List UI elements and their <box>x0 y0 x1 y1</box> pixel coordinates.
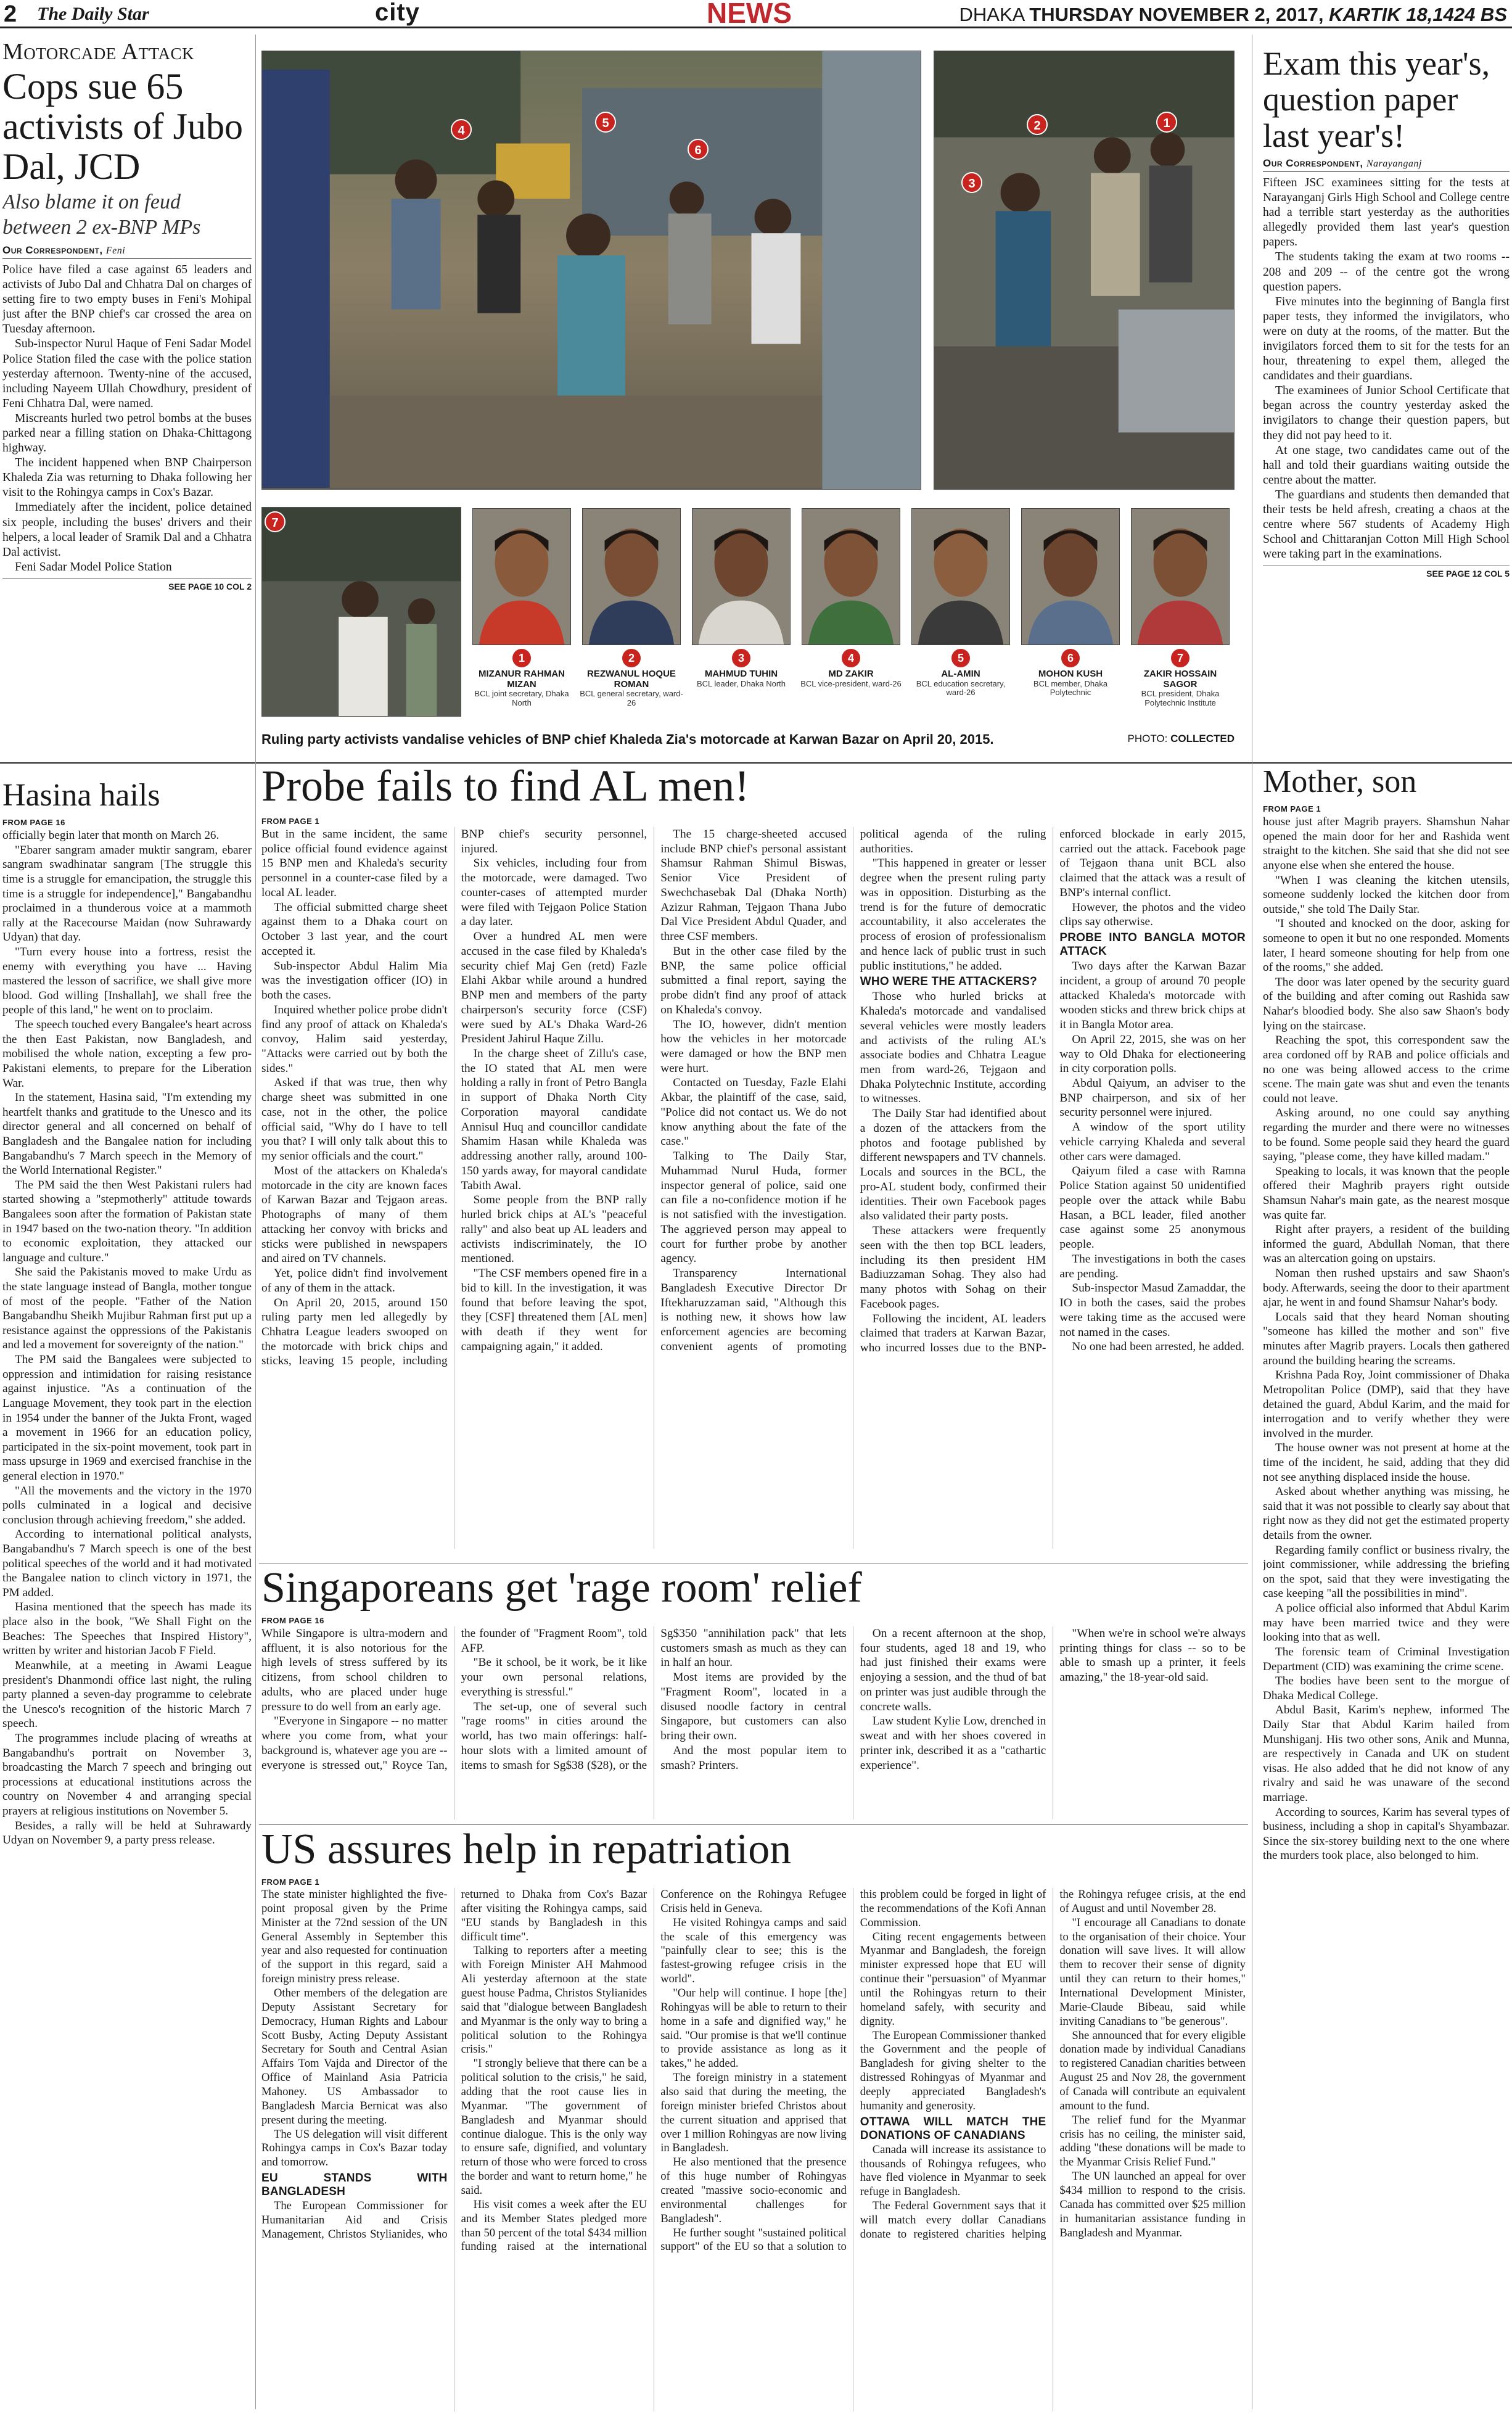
paragraph: Sub-inspector Masud Zamaddar, the IO in both the cases, said the probes were taking time as the accused were not named in the cases. <box>1059 1282 1246 1339</box>
paragraph: Law student Kylie Low, drenched in sweat and with her shoes covered in printer ink, described it as a "cathartic experience". <box>860 1715 1046 1772</box>
paragraph: However, the photos and the video clips say otherwise. <box>1059 900 1246 929</box>
article-body <box>261 1626 1246 1819</box>
motorcade-attack-photo <box>261 51 921 490</box>
suspect-name: ZAKIR HOSSAIN SAGOR <box>1143 669 1217 690</box>
suspect-role: BCL leader, Dhaka North <box>696 678 786 688</box>
article-byline <box>2 244 252 259</box>
caption-text: Ruling party activists vandalise vehicles of BNP chief Khaleda Zia's motorcade at Karwan Bazar on April 20, 2015. <box>261 731 994 747</box>
paragraph: He further sought "sustained political support" of the EU so that a solution to this problem could be forged in light of the recommendations of the Kofi Annan Commission. <box>660 1888 1046 2254</box>
portrait-image <box>1022 509 1119 645</box>
suspect-role: BCL general secretary, ward-26 <box>580 689 683 707</box>
paragraph: Noman then rushed upstairs and saw Shaon's body. Afterwards, seeing the door to their apartment ajar, he went in and found Shamsur Nahar's body. <box>1263 1267 1510 1309</box>
paragraph: Most of the attackers on Khaleda's motorcade in the city are known faces of Karwan Bazar and Tejgaon areas. Photographs of many of them attacking her convoy with bricks and sticks were published in newspapers and aired on TV channels. <box>261 1164 448 1266</box>
suspect-name: AL-AMIN <box>941 669 980 679</box>
paragraph: On April 20, 2015, around 150 ruling party men led allegedly by Chhatra League leaders swooped on the motorcade with brick chips and sticks, leaving 15 people, including BNP chief's security personnel, injured. <box>261 828 647 1368</box>
paragraph: Miscreants hurled two petrol bombs at the buses parked near a filling station on Dhaka-Chittagong highway. <box>2 411 252 455</box>
paragraph: Right after prayers, a resident of the building informed the guard, Abdullah Noman, that there was an altercation going on upstairs. <box>1263 1223 1510 1266</box>
suspect-name: MD ZAKIR <box>828 669 874 679</box>
paragraph: But in the same incident, the same police official found evidence against 15 BNP men and Khaleda's security personnel in a counter-case filed by a local AL leader. <box>261 828 448 899</box>
portrait-image <box>802 509 900 645</box>
paragraph: "When I was cleaning the kitchen utensils, someone suddenly locked the kitchen door from outside," she told The Daily Star. <box>1263 873 1510 916</box>
paragraph: The UN launched an appeal for over $434 million to respond to the crisis. Canada has committed over $25 million in humanitarian assistance funding in Bangladesh and Myanmar. <box>1059 2170 1246 2239</box>
photo-marker-5: 5 <box>595 112 616 133</box>
suspect-number: 3 <box>732 649 750 667</box>
article-kicker: Motorcade Attack <box>2 39 194 65</box>
paragraph: Talking to The Daily Star, Muhammad Nurul Huda, former inspector general of police, said one can file a no-confidence motion if he is not satisfied with the investigation. The aggrieved person may appeal to court for further probe by another agency. <box>660 1150 847 1266</box>
suspect-photo <box>582 508 681 645</box>
portrait-image <box>1132 509 1229 645</box>
paragraph: Two days after the Karwan Bazar incident, a group of around 70 people attacked Khaleda's motorcade with wooden sticks and threw brick chips at it in Bangla Motor area. <box>1059 960 1246 1032</box>
suspect-number: 4 <box>842 649 860 667</box>
paragraph: Feni Sadar Model Police Station <box>15 560 172 574</box>
paragraph: Talking to reporters after a meeting with Foreign Minister AH Mahmood Ali yesterday afternoon at the state guest house Padma, Christos Stylianides said that "dialogue between Bangladesh and Myanmar is the only way to bring a political solution to the Rohingya crisis." <box>461 1944 647 2056</box>
paragraph: The 15 charge-sheeted accused include BNP chief's personal assistant Shamsur Rahman Shimul Biswas, Senior Vice President of Swechchasebak Dal (Dhaka North) Azizur Rahman, Tejgaon Thana Jubo Dal Vice President Abdul Quader, and three CSF members. <box>660 828 847 944</box>
paragraph: The guardians and students then demanded that their tests be held afresh, creating a chaos at the centre where 567 students of Academy High School and Chittaranjan Cotton Mill High School were taking part in the examinations. <box>1263 488 1510 561</box>
paragraph: The PM said the then West Pakistani rulers had started showing a "stepmotherly" attitude towards Bangalees soon after the formation of Pakistan state in 1947 based on the two-nation theory. "In addition to economic exploitation, they attacked our language and culture." <box>2 1178 252 1264</box>
paragraph: And the most popular item to smash? Printers. <box>660 1744 847 1772</box>
paragraph: The door was later opened by the security guard of the building and after coming out Rashida saw Nahar's bloodied body. She also saw Shaon's body lying on the staircase. <box>1263 975 1510 1032</box>
credit-label: PHOTO: <box>1127 733 1168 744</box>
paragraph: His visit comes a week after the EU and its Member States pledged more than 50 percent of the total $434 million funding raised at the international Conference on the Rohingya Refugee Crisis held in Geneva. <box>461 1888 847 2254</box>
suspect-role: BCL joint secretary, Dhaka North <box>474 689 569 707</box>
paragraph: Citing recent engagements between Myanmar and Bangladesh, the foreign minister expressed hope that EU will continue their "persuasion" of Myanmar until the Rohingyas return to their homeland safely, with security and dignity. <box>860 1930 1046 2028</box>
section-label[interactable]: NEWS <box>707 0 792 28</box>
article-body <box>2 828 252 1848</box>
paragraph: No one had been arrested, he added. <box>1072 1340 1244 1354</box>
paragraph: Asked if that was true, then why charge sheet was submitted in one case, not in the other, the police official said, "Why do I have to tell you that? I will only talk about this to my senior officials and the court." <box>261 1076 448 1163</box>
paragraph: Following the incident, AL leaders claimed that traders at Karwan Bazar, who incurred losses due to the BNP-enforced blockade in early 2015, carried out the attack. Facebook page of Tejgaon thana unit BCL also claimed that the attack was a result of BNP's internal conflict. <box>860 828 1246 1354</box>
photo-marker-2: 2 <box>1027 114 1048 135</box>
paragraph: Five minutes into the beginning of Bangla first paper tests, they informed the invigilators, who were on duty at the rooms, of the matter. But the invigilators forced them to sit for the tests for an hour, threatening to expel them, alleged the candidates and their guardians. <box>1263 295 1510 383</box>
page-masthead <box>0 0 1512 28</box>
paragraph: "All the movements and the victory in the 1970 polls culminated in a logical and decisive conclusion through achieving freedom," she added. <box>2 1484 252 1526</box>
paragraph: Regarding family conflict or business rivalry, the joint commissioner, while addressing the briefing on the spot, said that they were investigating the case keeping "all the possibilities in mind". <box>1263 1543 1510 1600</box>
exam-article <box>1263 46 1510 755</box>
article-headline[interactable]: Cops sue 65 activists of Jubo Dal, JCD <box>2 66 243 187</box>
paragraph: Hasina mentioned that the speech has made its place also in the book, "We Shall Fight on the Beaches: The Speeches that Inspired History", written by writer and historian Jacob F Field. <box>2 1600 252 1658</box>
subhead: WHO WERE THE ATTACKERS? <box>860 975 1037 989</box>
paragraph: While Singapore is ultra-modern and affluent, it is also notorious for the high levels of stress suffered by its citizens, from school children to adults, who are placed under huge pressure to do well from an early age. <box>261 1627 448 1713</box>
paragraph: She said the Pakistanis moved to make Urdu as the state language instead of Bangla, mother tongue of most of the people. "Father of the Nation Bangabandhu Sheikh Mujibur Rahman first put up a resistance against the oppressions of the Pakistanis and led a movement for sovereignty of the nation." <box>2 1266 252 1352</box>
paragraph: The PM said the Bangalees were subjected to oppression and intimidation for raising resistance against injustice. "As a continuation of the Language Movement, they took part in the election in 1954 under the banner of the Jukta Front, waged a movement in 1966 for an education policy, participated in the six-point movement, took part in mass upsurge in 1969 and exercised franchise in the general election in 1970." <box>2 1353 252 1483</box>
continued-link[interactable]: SEE PAGE 10 COL 2 <box>2 579 252 591</box>
jump-label: FROM PAGE 1 <box>261 1877 320 1887</box>
paragraph: On a recent afternoon at the shop, four students, aged 18 and 19, who had just finished their exams were enjoying a session, and the thud of bat on printer was just audible through the concrete walls. <box>860 1627 1046 1713</box>
subhead: PROBE INTO BANGLA MOTOR ATTACK <box>1059 931 1246 958</box>
paragraph: Asked about whether anything was missing, he said that it was not possible to clearly say about that right now as they did not get the estimated property details from the owner. <box>1263 1485 1510 1543</box>
suspect-number: 1 <box>512 649 531 667</box>
article-headline[interactable]: Probe fails to find AL men! <box>261 762 750 810</box>
paragraph: The incident happened when BNP Chairperson Khaleda Zia was returning to Dhaka following her visit to the Rohingya camps in Cox's Bazar. <box>2 456 252 500</box>
paragraph: Yet, police didn't find involvement of any of them in the attack. <box>261 1267 448 1295</box>
paragraph: Speaking to locals, it was known that the people offered their Maghrib prayers right outside Shamsun Nahar's main gate, as the nearest mosque was quite far. <box>1263 1164 1510 1222</box>
portrait-image <box>692 509 790 645</box>
date-main: THURSDAY NOVEMBER 2, 2017, <box>1029 4 1324 25</box>
photo-caption <box>261 731 1235 752</box>
paragraph: The bodies have been sent to the morgue of Dhaka Medical College. <box>1263 1675 1510 1702</box>
suspect-label <box>580 649 683 708</box>
paragraph: Abdul Qaiyum, an adviser to the BNP chairperson, and six of her security personnel were injured. <box>1059 1077 1246 1119</box>
article-byline <box>1263 157 1510 172</box>
paragraph: Six vehicles, including four from the motorcade, were damaged. Two counter-cases of attempted murder were filed with Tejgaon Police Station a day later. <box>461 857 647 929</box>
credit-source: COLLECTED <box>1170 733 1235 744</box>
paragraph: She announced that for every eligible donation made by individual Canadians to registered Canadian charities between August 25 and Nov 28, the government of Canada will contribute an equivalent amount to the fund. <box>1059 2029 1246 2112</box>
paragraph: In the statement, Hasina said, "I'm extending my heartfelt thanks and gratitude to the Unesco and its director general and all concerned on behalf of Bangladesh and the Bangalee nation for including Bangabandhu's 7 March speech in the Memory of the World International Register." <box>2 1091 252 1177</box>
article-body <box>2 263 252 575</box>
suspect-number: 2 <box>622 649 641 667</box>
newspaper-name[interactable]: The Daily Star <box>37 4 149 24</box>
jump-label: FROM PAGE 1 <box>1263 804 1321 814</box>
suspect-photo <box>472 508 571 645</box>
paragraph: "Turn every house into a fortress, resist the enemy with everything you have ... Having mastered the lesson of sacrifice, we shall give more blood. God willing [Inshallah], we shall free the people of this land," he went on to proclaim. <box>2 945 252 1017</box>
suspect-role: BCL vice-president, ward-26 <box>800 678 902 688</box>
paragraph: Besides, a rally will be held at Suhrawardy Udyan on November 9, a party press release. <box>2 1819 252 1847</box>
paragraph: A police official also informed that Abdul Karim may have been married twice and they were looking into that as well. <box>1263 1602 1510 1644</box>
suspect-name: MOHON KUSH <box>1038 669 1103 679</box>
paragraph: In the charge sheet of Zillu's case, the IO stated that AL men were holding a rally in front of Petro Bangla in support of Dhaka North City Corporation mayoral candidate Annisul Huq and councillor candidate Shamim Hasan while Khaleda was addressing another rally, around 100-150 yards away, for mayoral candidate Tabith Awal. <box>461 1047 647 1192</box>
paragraph: "Ebarer sangram amader muktir sangram, ebarer sangram swadhinatar sangram [The struggle this time is a struggle for emancipation, the struggle this time is a struggle for independence]," Bangabandhu proclaimed in a thunderous voice at a mammoth rally at the Racecourse Maidan (now Suhrawardy Udyan) that day. <box>2 843 252 944</box>
suspect-label <box>1128 649 1232 708</box>
paragraph: He also mentioned that the presence of this huge number of Rohingyas created "massive socio-economic and environmental challenges for Bangladesh". <box>660 2156 847 2225</box>
paragraph: He visited Rohingya camps and said the scale of this emergency was "painfully clear to see; this is the fastest-growing refugee crisis in the world". <box>660 1916 847 1986</box>
mother-son-article <box>1263 765 1510 2412</box>
suspect-number: 7 <box>1171 649 1189 667</box>
paragraph: Over a hundred AL men were accused in the case filed by Khaleda's security chief Maj Gen (retd) Fazle Elahi Akbar while around a hundred BNP men and members of the party chairperson's security force (CSF) were sued by AL's Dhaka Ward-26 President Jahirul Haque Zillu. <box>461 930 647 1046</box>
singapore-article <box>261 1567 1246 1819</box>
photo-marker-3: 3 <box>961 172 982 193</box>
article-body <box>261 1888 1246 2412</box>
suspect-label <box>799 649 903 688</box>
suspect-name: REZWANUL HOQUE ROMAN <box>587 669 676 690</box>
date-bangla: KARTIK 18,1424 BS <box>1329 4 1507 25</box>
paragraph: Other members of the delegation are Deputy Assistant Secretary for Democracy, Human Rights and Labour Scott Busby, Acting Deputy Assistant Secretary for South and Central Asian Affairs Tom Vajda and Director of the Office of Mainland Asia Patricia Mahoney. US Ambassador to Bangladesh Marcia Bernicat was also present during the meeting. <box>261 1987 448 2127</box>
paragraph: The students taking the exam at two rooms -- 208 and 209 -- of the centre got the wrong question papers. <box>1263 250 1510 294</box>
paragraph: According to sources, Karim has several types of business, including a shop in capital's Shyambazar. Since the six-storey building next to the one where the murders took place, also belonged to him. <box>1263 1805 1510 1863</box>
paragraph: The relief fund for the Myanmar crisis has no ceiling, the minister said, adding "these donations will be made to the Myanmar Crisis Relief Fund." <box>1059 2113 1246 2169</box>
paragraph: Transparency International Bangladesh Executive Director Dr Iftekharuzzaman said, "Although this is nothing new, it shows how law enforcement agencies are becoming convenient agents of promoting political agenda of the ruling authorities. <box>660 828 1046 1353</box>
paragraph: The house owner was not present at home at the time of the incident, he said, adding that they did not see anything displaced inside the house. <box>1263 1441 1510 1484</box>
column-rule-left <box>255 35 256 2409</box>
paragraph: Qaiyum filed a case with Ramna Police Station against 50 unidentified people over the attack while Babu Hasan, a BCL leader, filed another case against some 25 anonymous people. <box>1059 1164 1246 1251</box>
paragraph: "Be it school, be it work, be it like your own personal relations, everything is stressful." <box>461 1656 647 1699</box>
paragraph: Fifteen JSC examinees sitting for the tests at Narayanganj Girls High School and College centre had a terrible start yesterday as the authorities allegedly provided them last year's question papers. <box>1263 176 1510 249</box>
page-number: 2 <box>4 1 17 27</box>
paragraph: On April 22, 2015, she was on her way to Old Dhaka for electioneering in city corporation polls. <box>1059 1032 1246 1076</box>
paragraph: According to international political analysts, Bangabandhu's 7 March speech is one of the best political speeches of the world and it had motivated the Bangalee nation to clinch victory in 1971, the PM added. <box>2 1528 252 1599</box>
paragraph: These attackers were frequently seen with the then top BCL leaders, including its then president HM Badiuzzaman Sohag. They also had many photos with Sohag on their Facebook pages. <box>860 1224 1046 1311</box>
paragraph: The Daily Star had identified about a dozen of the attackers from the photos and footage published by different newspapers and TV channels. Locals and sources in the BCL, the pro-AL student body, confirmed their identities. Their own Facebook pages also validated their party posts. <box>860 1107 1046 1223</box>
section-name[interactable]: city <box>375 0 420 26</box>
paragraph: The programmes include placing of wreaths at Bangabandhu's portrait on November 3, broadcasting the March 7 speech and bringing out processions at educational institutions across the country on November 4 and arranging special prayers at religious institutions on November 5. <box>2 1731 252 1818</box>
photo-marker-6: 6 <box>688 139 709 160</box>
paragraph: The investigations in both the cases are pending. <box>1059 1252 1246 1280</box>
jump-label: FROM PAGE 16 <box>2 818 65 828</box>
paragraph: house just after Magrib prayers. Shamshun Nahar opened the main door for her and Rashida went straight to the kitchen. She said that she did not see anyone else when she entered the house. <box>1263 815 1510 872</box>
paragraph: The Federal Government says that it will match every dollar Canadians donate to registered charities helping the Rohingya refugee crisis, at the end of August and until November 28. <box>860 1888 1246 2241</box>
paragraph: But in the other case filed by the BNP, the same police official submitted a final report, saying the probe didn't find any proof of attack on Khaleda's convoy. <box>660 944 847 1016</box>
portrait-image <box>583 509 680 645</box>
suspect-label <box>689 649 793 688</box>
paragraph: Immediately after the incident, police detained six people, including the buses' drivers and their helpers, a local leader of Sramik Dal and a Chhatra Dal activist. <box>2 501 252 559</box>
portrait-image <box>912 509 1009 645</box>
suspect-photo <box>1131 508 1230 645</box>
paragraph: Reaching the spot, this correspondent saw the area cordoned off by RAB and police officials and no one was being allowed access to the crime scene. The main gate was shut and even the tenants could not leave. <box>1263 1034 1510 1105</box>
paragraph: Some people from the BNP rally hurled brick chips at AL's "peaceful rally" and also beat up AL leaders and activists indiscriminately, the IO mentioned. <box>461 1193 647 1266</box>
jump-label: FROM PAGE 16 <box>261 1616 324 1625</box>
paragraph: officially begin later that month on March 26. <box>2 829 220 842</box>
jump-label: FROM PAGE 1 <box>261 817 320 826</box>
photo-marker-1: 1 <box>1156 112 1177 133</box>
article-headline[interactable]: Exam this year's, question paper last year's! <box>1263 46 1490 154</box>
portrait-image <box>473 509 570 645</box>
date-city: DHAKA <box>959 4 1024 25</box>
paragraph: "This happened in greater or lesser degree when the present ruling party was in opposition. Disturbing as the trend is for the future of democratic accountability, it also accelerates the process of erosion of professionalism and hence lack of public trust in such public institutions," he added. <box>860 857 1046 973</box>
paragraph: "I shouted and knocked on the door, asking for someone to open it but no one responded. Moments later, I heard someone shouting for help from one of the rooms," she added. <box>1263 917 1510 974</box>
paragraph: The European Commissioner thanked the Government and the people of Bangladesh for giving shelter to the distressed Rohingyas of Myanmar and deeply appreciated Bangladesh's humanity and generosity. <box>860 2029 1046 2112</box>
paragraph: A window of the sport utility vehicle carrying Khaleda and several other cars were damaged. <box>1059 1121 1246 1163</box>
paragraph: "Our help will continue. I hope [the] Rohingyas will be able to return to their home in a safe and dignified way," he said. "Our promise is that we'll continue to provide assistance as long as it takes," he added. <box>660 1987 847 2070</box>
byline-place: Narayanganj <box>1366 158 1422 169</box>
suspect-role: BCL education secretary, ward-26 <box>916 678 1006 698</box>
continued-link[interactable]: SEE PAGE 12 COL 5 <box>1263 566 1510 579</box>
paragraph: "The CSF members opened fire in a bid to kill. In the investigation, it was found that before leaving the spot, they [CSF] threatened them [AL men] with death if they went for campaigning again," it added. <box>461 1267 647 1353</box>
paragraph: Krishna Pada Roy, Joint commissioner of Dhaka Metropolitan Police (DMP), said that they have detained the guard, Abdul Karim, and the maid for interrogation and to verify whether they were involved in the murder. <box>1263 1369 1510 1440</box>
byline-text: Our Correspondent, <box>1263 157 1363 169</box>
byline-place: Feni <box>105 245 126 256</box>
paragraph: At one stage, two candidates came out of the hall and told their guardians waiting outside the centre about the matter. <box>1263 443 1510 487</box>
paragraph: Inquired whether police probe didn't find any proof of attack on Khaleda's convoy, Halim said yesterday, "Attacks were carried out by both the sides." <box>261 1003 448 1075</box>
suspect-photo <box>1021 508 1120 645</box>
photo-credit <box>1128 733 1235 745</box>
subhead: EU STANDS WITH BANGLADESH <box>261 2172 448 2199</box>
suspect-number: 6 <box>1061 649 1080 667</box>
suspect-role: BCL member, Dhaka Polytechnic <box>1033 678 1108 698</box>
paragraph: The forensic team of Criminal Investigation Department (CID) was examining the crime scene. <box>1263 1645 1510 1673</box>
hasina-article <box>2 778 252 2412</box>
paragraph: Those who hurled bricks at Khaleda's motorcade and vandalised several vehicles were mostly leaders and activists of the ruling AL's associate bodies and Chhatra League men from ward-26, Tejgaon and Dhaka Polytechnic Institute, according to witnesses. <box>860 990 1046 1106</box>
suspect-label <box>470 649 573 708</box>
paragraph: Police have filed a case against 65 leaders and activists of Jubo Dal and Chhatra Dal on charges of setting fire to two empty buses in Feni's Mohipal just after the BNP chief's car crossed the area on Tuesday afternoon. <box>2 263 252 336</box>
paragraph: Canada will increase its assistance to thousands of Rohingya refugees, who have fled violence in Myanmar to seek refuge in Bangladesh. <box>860 2143 1046 2199</box>
crowd-scene-image <box>262 51 921 489</box>
article-headline[interactable]: Mother, son <box>1263 765 1417 799</box>
paragraph: Sub-inspector Nurul Haque of Feni Sadar Model Police Station filed the case with the police station yesterday afternoon. Twenty-nine of the accused, including Nayeem Ullah Chowdhury, president of Feni Chhatra Dal, were named. <box>2 337 252 410</box>
paragraph: Sub-inspector Abdul Halim Mia was the investigation officer (IO) in both the cases. <box>261 959 448 1002</box>
article-body <box>1263 176 1510 562</box>
suspect-photo <box>692 508 791 645</box>
article-headline[interactable]: Hasina hails <box>2 778 160 813</box>
paragraph: "When we're in school we're always printing things for class -- so to be able to smash up a printer, it feels amazing," the 18-year-old said. <box>1059 1627 1246 1684</box>
paragraph: Locals said that they heard Noman shouting "someone has killed the mother and son" five minutes after Magrib prayers. Locals then gathered around the building hearing the screams. <box>1263 1310 1510 1367</box>
paragraph: "I strongly believe that there can be a political solution to the crisis," he said, adding that the root cause lies in Myanmar. "The government of Bangladesh and Myanmar should continue dialogue. This is the only way to ensure safe, dignified, and voluntary return of those who were forced to cross the border and want to return home," he said. <box>461 2057 647 2198</box>
paragraph: The set-up, one of several such "rage rooms" in cities around the world, has two main offerings: half-hour slots with a limited amount of items to smash for Sg$38 ($28), or the Sg$350 "annihilation pack" that lets customers smash as much as they can in half an hour. <box>461 1627 847 1772</box>
paragraph: "Everyone in Singapore -- no matter where you come from, what your background is, whatever age you are -- everyone is stressed out," Royce Tan, the founder of "Fragment Room", told AFP. <box>261 1627 647 1772</box>
crowd-scene-image-right <box>934 51 1234 489</box>
paragraph: The speech touched every Bangalee's heart across the then East Pakistan, now Bangladesh, and mobilised the whole nation, excepting a few pro-Pakistani elements, to prepare for the Liberation War. <box>2 1018 252 1090</box>
paragraph: Asking around, no one could say anything regarding the murder and there were no witnesses to be found. Some people said they heard the guard saying, "please come, they have killed madam." <box>1263 1106 1510 1164</box>
section-divider <box>259 1824 1248 1825</box>
paragraph: The examinees of Junior School Certificate that began across the country yesterday asked the invigilators to change their question papers, but they did not pay heed to it. <box>1263 384 1510 442</box>
paragraph: The foreign ministry in a statement also said that during the meeting, the foreign minister briefed Christos about the current situation and apprised that over 1 million Rohingyas are now living in Bangladesh. <box>660 2071 847 2155</box>
article-headline[interactable]: US assures help in repatriation <box>261 1828 792 1873</box>
subhead: OTTAWA WILL MATCH THE DONATIONS OF CANADIANS <box>860 2115 1046 2142</box>
article-body <box>1263 815 1510 1863</box>
suspect-role: BCL president, Dhaka Polytechnic Institute <box>1141 689 1220 707</box>
paragraph: Meanwhile, at a meeting in Awami League president's Dhanmondi office last night, the ruling party planned a seven-day programme to celebrate the Unesco's recognition of the historic March 7 speech. <box>2 1658 252 1731</box>
paragraph: The European Commissioner for Humanitarian Aid and Crisis Management, Christos Stylianides, who returned to Dhaka from Cox's Bazar after visiting the Rohingya camps, said "EU stands by Bangladesh in this difficult time". <box>261 1888 647 2241</box>
paragraph: Most items are provided by the "Fragment Room", located in a disused noodle factory in central Singapore, but customers can also bring their own. <box>660 1671 847 1743</box>
crowd-scene-image-small <box>262 508 461 716</box>
paragraph: The state minister highlighted the five-point proposal given by the Prime Minister at the 72nd session of the UN General Assembly in September this year and also requested for continuation of the support in this regard, said a foreign ministry press release. <box>261 1888 448 1986</box>
suspect-name: MAHMUD TUHIN <box>704 669 778 679</box>
repatriation-article <box>261 1828 1246 2412</box>
article-body <box>261 827 1246 1549</box>
paragraph: Abdul Basit, Karim's nephew, informed The Daily Star that Abdul Karim hailed from Munshiganj. His two other sons, Anik and Munna, are respectively in Canada and UK on student visas. He also added that he did not know of any rivalry and said he was unaware of the second marriage. <box>1263 1703 1510 1804</box>
motorcade-article <box>2 38 252 754</box>
probe-article <box>261 762 1246 1562</box>
photo-marker-7: 7 <box>265 511 286 532</box>
photo-marker-4: 4 <box>451 119 472 140</box>
suspect-photo <box>911 508 1010 645</box>
paragraph: The US delegation will visit different Rohingya camps in Cox's Bazar today and tomorrow. <box>261 2127 448 2169</box>
suspect-label <box>1019 649 1122 698</box>
paragraph: Contacted on Tuesday, Fazle Elahi Akbar, the plaintiff of the case, said, "Police did not contact us. We do not know anything about the fate of the case." <box>660 1076 847 1148</box>
byline-text: Our Correspondent, <box>2 244 103 256</box>
issue-date <box>959 4 1507 26</box>
paragraph: "I encourage all Canadians to donate to the organisation of their choice. Your donation will save lives. It will allow them to recover their sense of dignity until they can return to their homes," International Development Minister, Marie-Claude Bibeau, said while inviting Canadians to "be generous". <box>1059 1916 1246 2028</box>
suspect-label <box>909 649 1013 698</box>
article-headline[interactable]: Singaporeans get 'rage room' relief <box>261 1567 862 1612</box>
suspect-name: MIZANUR RAHMAN MIZAN <box>479 669 565 690</box>
paragraph: The IO, however, didn't mention how the vehicles in her motorcade were damaged or how the BNP men were hurt. <box>660 1018 847 1075</box>
motorcade-attack-photo-right <box>934 51 1235 490</box>
article-dek: Also blame it on feud between 2 ex-BNP MPs <box>2 191 201 239</box>
suspect-number: 5 <box>951 649 970 667</box>
paragraph: The official submitted charge sheet against them to a Dhaka court on October 3 last year, and the court accepted it. <box>261 900 448 958</box>
motorcade-attack-photo-small <box>261 507 461 717</box>
suspect-photo <box>802 508 900 645</box>
